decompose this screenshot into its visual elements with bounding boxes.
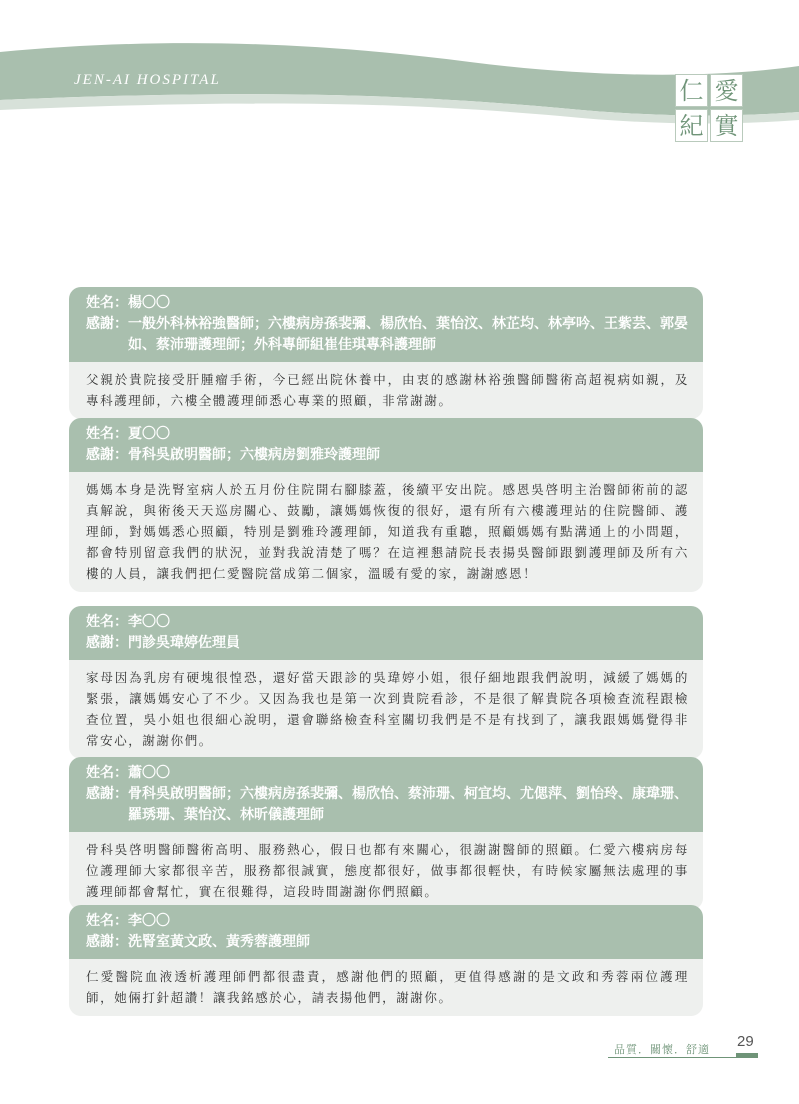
patient-name: 李〇〇 — [128, 913, 170, 929]
name-label: 姓名： — [86, 295, 128, 311]
thanks-label: 感謝： — [86, 447, 128, 463]
patient-name: 夏〇〇 — [128, 426, 170, 442]
thanks-label: 感謝： — [86, 786, 128, 802]
thank-you-card — [69, 905, 703, 1016]
card-header — [69, 418, 703, 472]
section-title-seal — [675, 74, 745, 144]
section-title-char: 愛 — [710, 74, 743, 107]
card-header — [69, 905, 703, 959]
thank-you-card — [69, 606, 703, 759]
patient-name: 蕭〇〇 — [128, 765, 170, 781]
card-message: 骨科吳啓明醫師醫術高明、服務熱心，假日也都有來關心，很謝謝醫師的照顧。仁愛六樓病房每位護理師大家都很辛苦，服務都很誠實，態度都很好，做事都很輕快，有時候家屬無法處理的事護理師都會幫忙，實在很難得，這段時間謝謝你們照顧。 — [69, 832, 703, 910]
page-number: 29 — [737, 1033, 754, 1050]
footer-tagline: 品質．關懷．舒適 — [614, 1043, 710, 1056]
thanked-staff: 洗腎室黃文政、黃秀蓉護理師 — [128, 934, 310, 950]
section-title-char: 紀 — [675, 109, 708, 142]
name-label: 姓名： — [86, 614, 128, 630]
thanked-staff: 一般外科林裕強醫師；六樓病房孫裴彌、楊欣怡、葉怡汶、林芷均、林亭吟、王紫芸、郭晏如、蔡沛珊護理師；外科專師組崔佳琪專科護理師 — [128, 316, 688, 353]
footer-divider — [608, 1057, 758, 1058]
card-message: 媽媽本身是洗腎室病人於五月份住院開右腳膝蓋，後續平安出院。感恩吳啓明主治醫師術前的認真解說，與術後天天巡房關心、鼓勵，讓媽媽恢復的很好，還有所有六樓護理站的住院醫師、護理師，對媽媽悉心照顧，特別是劉雅玲護理師，知道我有重聽，照顧媽媽有點溝通上的小問題，都會特別留意我們的狀況，並對我說清楚了嗎？在這裡懇請院長表揚吳醫師跟劉護理師及所有六樓的人員，讓我們把仁愛醫院當成第二個家，溫暖有愛的家，謝謝感恩！ — [69, 472, 703, 592]
card-header — [69, 287, 703, 362]
card-message: 仁愛醫院血液透析護理師們都很盡責，感謝他們的照顧，更值得感謝的是文政和秀蓉兩位護理師，她倆打針超讚！讓我銘感於心，請表揚他們，謝謝你。 — [69, 959, 703, 1016]
thanks-label: 感謝： — [86, 316, 128, 332]
card-message: 父親於貴院接受肝腫瘤手術，今已經出院休養中，由衷的感謝林裕強醫師醫術高超視病如親，及專科護理師，六樓全體護理師悉心專業的照顧，非常謝謝。 — [69, 362, 703, 419]
patient-name: 李〇〇 — [128, 614, 170, 630]
hospital-name: JEN-AI HOSPITAL — [74, 72, 221, 88]
section-title-char: 仁 — [675, 74, 708, 107]
thanked-staff: 骨科吳啟明醫師；六樓病房劉雅玲護理師 — [128, 447, 380, 463]
name-label: 姓名： — [86, 913, 128, 929]
thanks-label: 感謝： — [86, 635, 128, 651]
patient-name: 楊〇〇 — [128, 295, 170, 311]
thanks-label: 感謝： — [86, 934, 128, 950]
name-label: 姓名： — [86, 765, 128, 781]
thank-you-card — [69, 757, 703, 910]
thanked-staff: 骨科吳啟明醫師；六樓病房孫裴彌、楊欣怡、蔡沛珊、柯宜均、尤偲萍、劉怡玲、康瑋珊、羅琇珊、葉怡汶、林昕儀護理師 — [128, 786, 688, 823]
thank-you-card — [69, 287, 703, 419]
card-message: 家母因為乳房有硬塊很惶恐，還好當天跟診的吳瑋婷小姐，很仔細地跟我們說明，減緩了媽媽的緊張，讓媽媽安心了不少。又因為我也是第一次到貴院看診，不是很了解貴院各項檢查流程跟檢查位置，吳小姐也很細心說明，還會聯絡檢查科室關切我們是不是有找到了，讓我跟媽媽覺得非常安心，謝謝你們。 — [69, 660, 703, 759]
card-header — [69, 757, 703, 832]
thanked-staff: 門診吳瑋婷佐理員 — [128, 635, 240, 651]
card-header — [69, 606, 703, 660]
name-label: 姓名： — [86, 426, 128, 442]
section-title-char: 實 — [710, 109, 743, 142]
thank-you-card — [69, 418, 703, 592]
